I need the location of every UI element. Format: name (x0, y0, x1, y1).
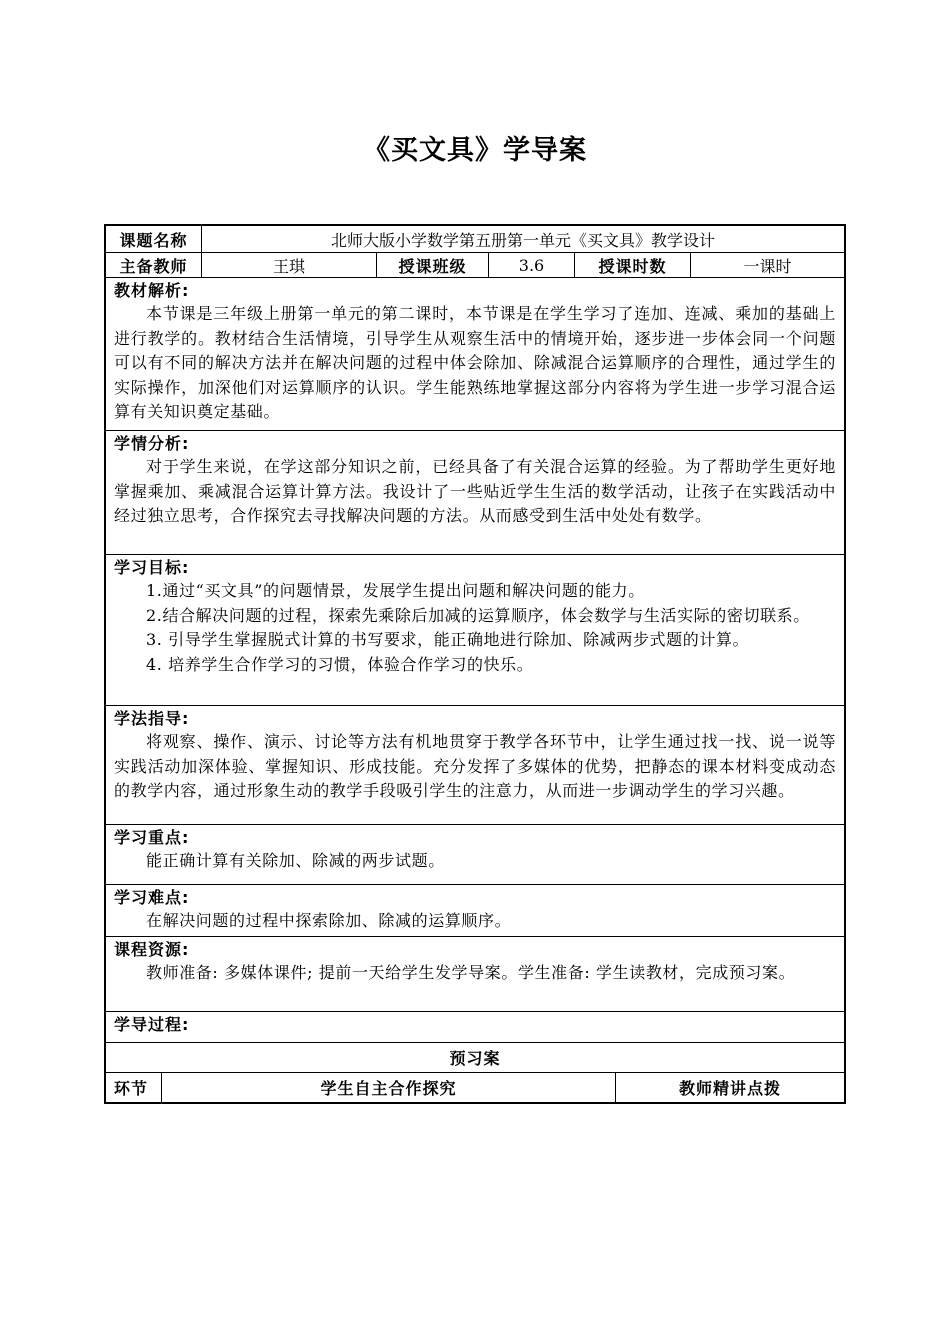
teacher-label: 主备教师 (106, 253, 202, 277)
lesson-plan-table (104, 224, 846, 1104)
goal-item: 1.通过“买文具”的问题情景，发展学生提出问题和解决问题的能力。 (146, 581, 645, 600)
section-paragraph: 本节课是三年级上册第一单元的第二课时，本节课是在学生学习了连加、连减、乘加的基础上进行教学的。教材结合生活情境，引导学生从观察生活中的情境开始，逐步进一步体会同一个问题可以有不同的解决方法并在解决问题的过程中体会除加、除减混合运算顺序的合理性，通过学生的实际操作，加深他们对运算顺序的认识。学生能熟练地掌握这部分内容将为学生进一步学习混合运算有关知识奠定基础。 (114, 304, 836, 421)
column-student-inquiry: 学生自主合作探究 (162, 1073, 616, 1102)
goal-item: 4. 培养学生合作学习的习惯，体验合作学习的快乐。 (146, 654, 534, 674)
section-method-guidance (106, 706, 844, 825)
section-paragraph: 教师准备: 多媒体课件; 提前一天给学生发学导案。学生准备: 学生读教材，完成预习案。 (146, 963, 796, 982)
section-student-analysis (106, 431, 844, 555)
section-heading: 教材解析: (114, 281, 190, 300)
section-heading: 学导过程: (114, 1015, 190, 1034)
goal-item: 2.结合解决问题的过程，探索先乘除后加减的运算顺序，体会数学与生活实际的密切联系。 (146, 605, 810, 625)
section-paragraph: 对于学生来说，在学这部分知识之前，已经具备了有关混合运算的经验。为了帮助学生更好地掌握乘加、乘减混合运算计算方法。我设计了一些贴近学生生活的数学活动，让孩子在实践活动中经过独立思考，合作探究去寻找解决问题的方法。从而感受到生活中处处有数学。 (114, 457, 836, 525)
section-heading: 学习重点: (114, 828, 190, 847)
section-paragraph: 将观察、操作、演示、讨论等方法有机地贯穿于教学各环节中，让学生通过找一找、说一说等实践活动加深体验、掌握知识、形成技能。充分发挥了多媒体的优势，把静态的课本材料变成动态的教学内容，通过形象生动的教学手段吸引学生的注意力，从而进一步调动学生的学习兴趣。 (114, 732, 836, 800)
section-paragraph: 在解决问题的过程中探索除加、除减的运算顺序。 (146, 911, 512, 930)
section-key-points (106, 825, 844, 885)
section-heading: 课程资源: (114, 940, 190, 959)
topic-value: 北师大版小学数学第五册第一单元《买文具》教学设计 (330, 230, 715, 250)
page-title: 《买文具》学导案 (363, 135, 587, 166)
section-teaching-process (106, 1012, 844, 1043)
class-label: 授课班级 (377, 253, 489, 277)
topic-row (106, 226, 844, 253)
goal-item: 3. 引导学生掌握脱式计算的书写要求，能正确地进行除加、除减两步式题的计算。 (146, 630, 750, 649)
section-difficult-points (106, 885, 844, 937)
column-header-row (106, 1073, 844, 1102)
hours-value: 一课时 (743, 256, 792, 276)
class-value: 3.6 (489, 253, 575, 277)
teacher-value: 王琪 (202, 253, 377, 277)
preview-title: 预习案 (106, 1043, 844, 1073)
column-stage: 环节 (106, 1073, 162, 1102)
hours-label: 授课时数 (575, 253, 691, 277)
topic-label: 课题名称 (106, 226, 202, 252)
section-learning-goals (106, 555, 844, 706)
section-heading: 学情分析: (114, 434, 190, 453)
section-heading: 学习难点: (114, 888, 190, 907)
section-paragraph: 能正确计算有关除加、除减的两步试题。 (146, 851, 445, 870)
section-heading: 学法指导: (114, 709, 190, 728)
column-teacher-guidance: 教师精讲点拨 (678, 1079, 781, 1098)
section-heading: 学习目标: (114, 558, 190, 577)
section-course-resources (106, 937, 844, 1012)
teacher-row (106, 253, 844, 278)
section-textbook-analysis (106, 278, 844, 431)
